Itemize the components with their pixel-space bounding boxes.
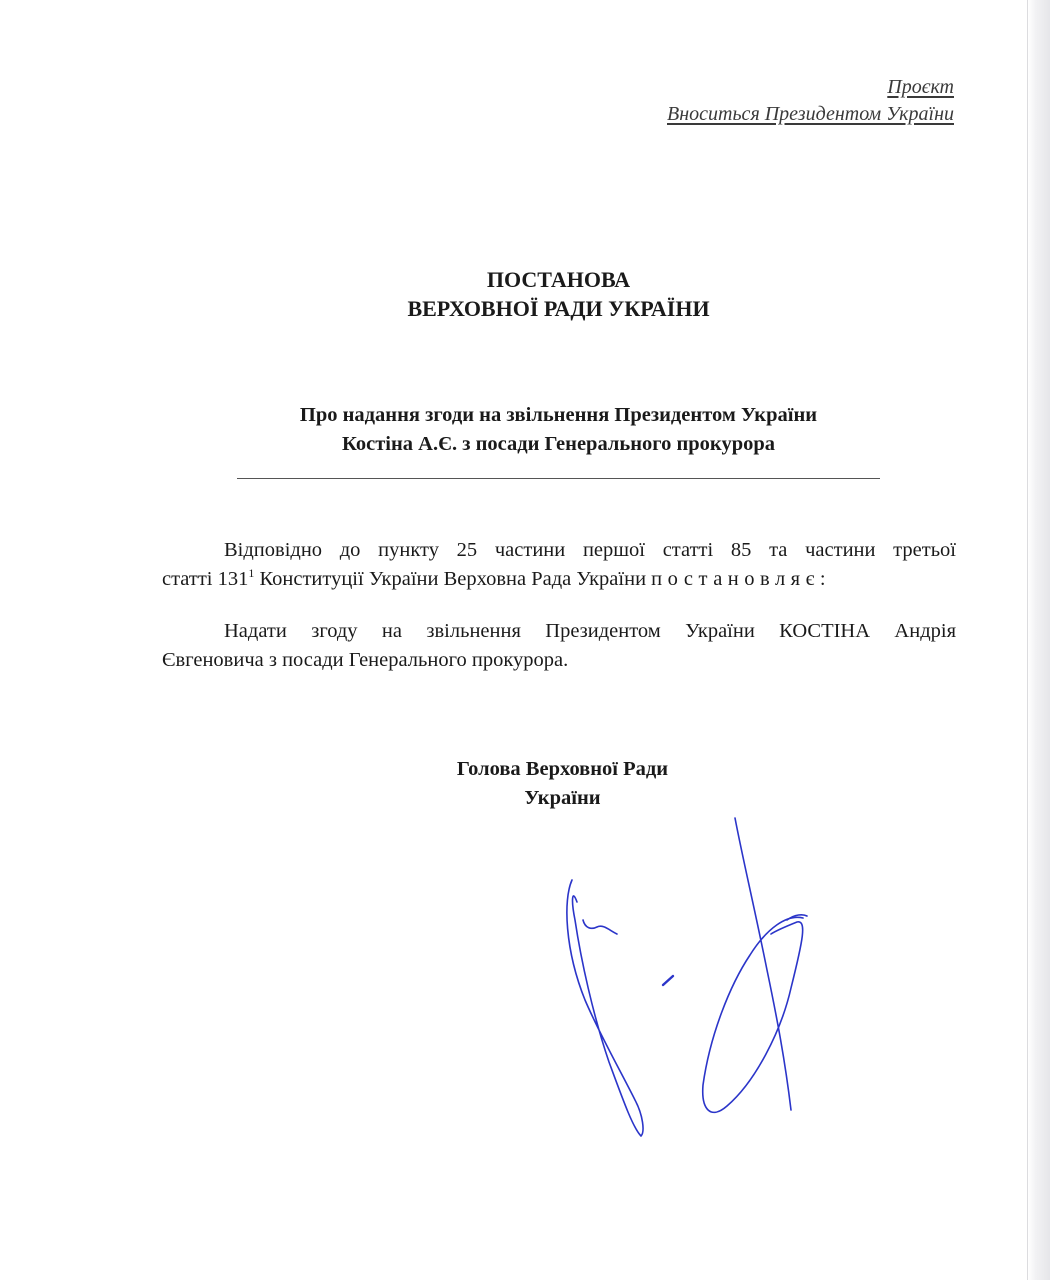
subject-divider (237, 478, 880, 479)
resolution-line-2: Євгеновича з посади Генерального прокурора. (162, 649, 569, 671)
submitted-by: Вноситься Президентом України (667, 103, 954, 125)
resolution-line-1: Надати згоду на звільнення Президентом України КОСТІНА Андрія (224, 620, 956, 642)
title-line-1: ПОСТАНОВА (486, 267, 631, 292)
preamble-line-1: Відповідно до пункту 25 частини першої статті 85 та частини третьої (224, 539, 956, 561)
resolves-word: постановляє: (651, 568, 832, 590)
signatory-line-2: України (524, 787, 601, 809)
preamble-constitution-ref: Конституції України Верховна Рада України (254, 568, 652, 590)
handwritten-signature (545, 810, 845, 1150)
preamble-line-2 (162, 565, 956, 594)
document-title (0, 265, 1050, 323)
title-line-2: ВЕРХОВНОЇ РАДИ УКРАЇНИ (407, 296, 710, 321)
page-edge-shadow (1028, 0, 1050, 1280)
article-superscript: 1 (248, 566, 255, 580)
signatory-line-1: Голова Верховної Ради (456, 758, 669, 780)
subject-line-2: Костіна А.Є. з посади Генерального прокурора (342, 433, 775, 455)
resolution-paragraph (162, 617, 956, 675)
draft-status: Проєкт (887, 76, 954, 98)
draft-header-note (667, 74, 954, 128)
preamble-article-ref: статті 131 (162, 568, 249, 590)
signatory-title (0, 755, 1050, 813)
preamble-paragraph (162, 536, 956, 594)
subject-line-1: Про надання згоди на звільнення Президентом України (299, 404, 818, 426)
document-subject (0, 401, 1050, 459)
